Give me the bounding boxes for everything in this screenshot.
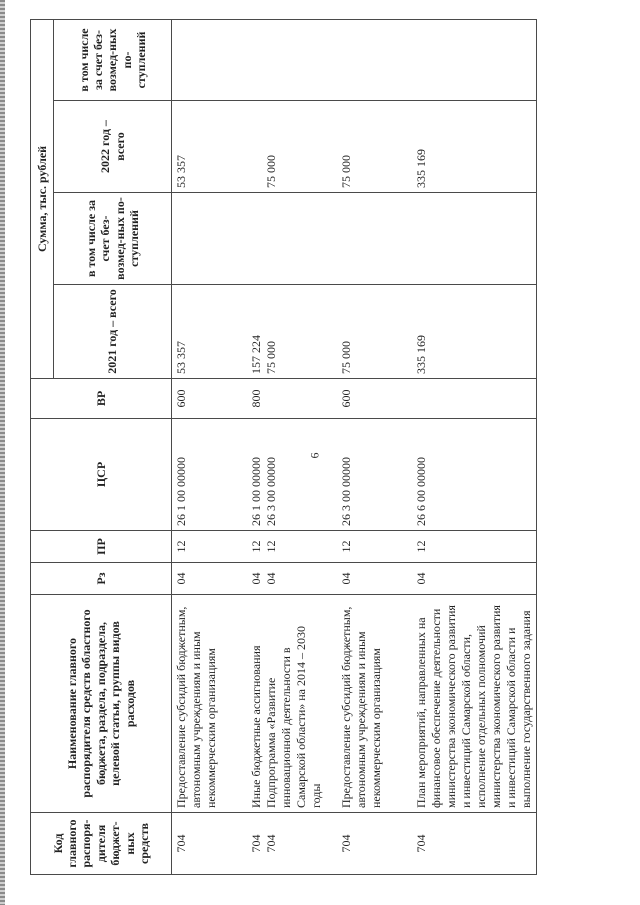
cell-2021-total-column: 53 357 157 224 75 000 75 000 335 169 [172, 285, 537, 379]
cell-2022-total-column: 53 357 75 000 75 000 335 169 [172, 101, 537, 193]
cell-name-column [172, 595, 537, 813]
col-header-csr: ЦСР [31, 419, 172, 531]
cell-2022-grants-column [172, 19, 537, 100]
budget-table [30, 19, 537, 875]
col-header-sum-group: Сумма, тыс. рублей [31, 19, 54, 378]
col-header-code: Код главного распоря-дителя бюджет-ных средств [31, 813, 172, 875]
col-header-2022-total: 2022 год – всего [54, 101, 172, 193]
col-header-name: Наименование главного распорядителя средств областного бюджета, раздела, подраздела, целевой статьи, группы видов расходов [31, 595, 172, 813]
cell-vr-column: 600 800 600 [172, 379, 537, 419]
cell-rz-column: 04 04 04 04 04 [172, 563, 537, 595]
cell-2021-grants-column [172, 193, 537, 285]
row-name: Предоставление субсидий бюджетным, автономным учреждениям и иным некоммерческим организациям [339, 606, 383, 808]
row-name: Иные бюджетные ассигнования [249, 645, 263, 808]
scan-edge [0, 0, 5, 905]
table-body-row [172, 19, 537, 874]
col-header-rz: Рз [31, 563, 172, 595]
col-header-2021-total: 2021 год – всего [54, 285, 172, 379]
row-name: Предоставление субсидий бюджетным, автономным учреждениям и иным некоммерческим организациям [174, 606, 218, 808]
cell-pr-column: 12 12 12 12 12 [172, 531, 537, 563]
row-name: Подпрограмма «Развитие инновационной деятельности в Самарской области» на 2014 – 2030 годы [264, 626, 323, 808]
cell-code-column: 704 704 704 704 704 [172, 813, 537, 875]
header-row-1 [31, 19, 54, 874]
page-number: 6 [307, 452, 322, 459]
col-header-pr: ПР [31, 531, 172, 563]
col-header-2022-grants: в том числе за счет без-возмед-ных по-ступлений [54, 19, 172, 100]
col-header-2021-grants: в том числе за счет без-возмед-ных по-ступлений [54, 193, 172, 285]
rotated-page [30, 20, 620, 875]
row-name: План мероприятий, направленных на финансовое обеспечение деятельности министерства экономического развития и инвестиций Самарской области, исполнение отдельных полномочий министерства экономического развития и инвестиций Самарской области и выполнение государственного задания [414, 605, 533, 808]
cell-csr-column: 26 1 00 00000 26 1 00 00000 26 3 00 00000 26 3 00 00000 26 6 00 00000 [172, 419, 537, 531]
col-header-vr: ВР [31, 379, 172, 419]
